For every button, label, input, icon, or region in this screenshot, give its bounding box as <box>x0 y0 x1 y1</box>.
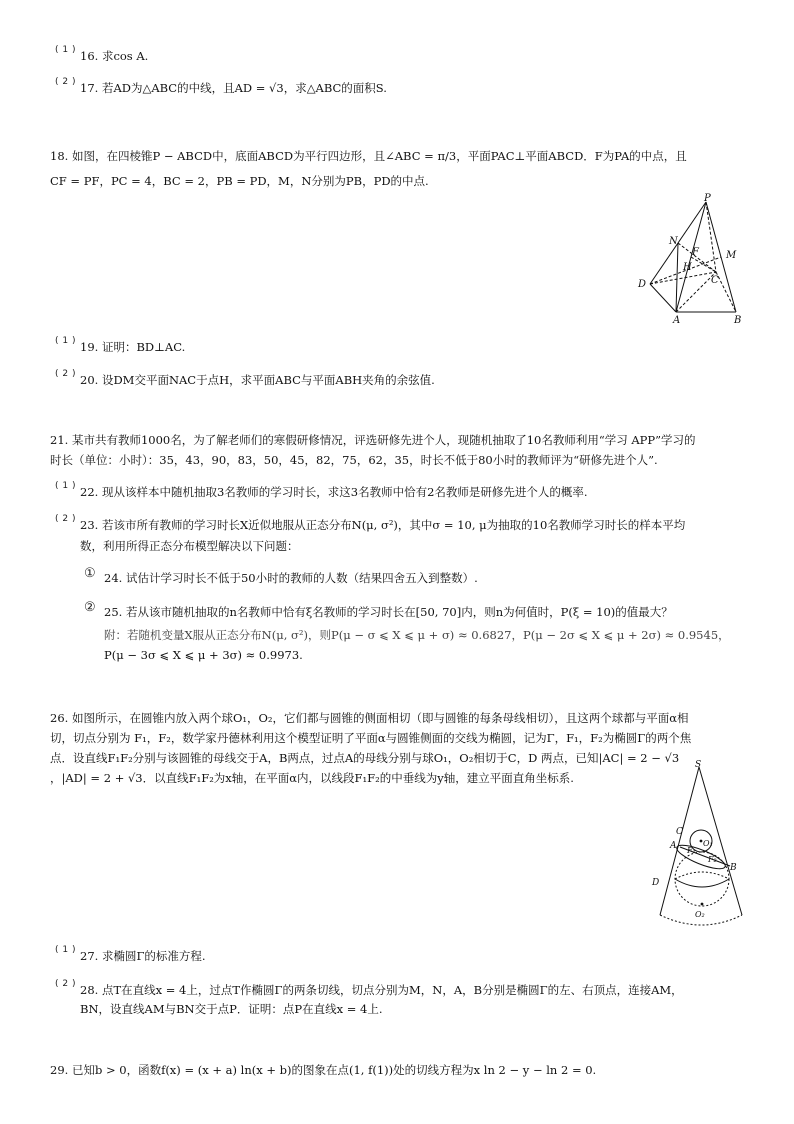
part-marker: ( 2 ) <box>55 77 76 87</box>
question-28-line1: 28. 点T在直线x = 4上，过点T作椭圆Γ的两条切线，切点分别为M，N，A，B分别是椭圆Γ的左、右顶点，连接AM， <box>80 983 683 997</box>
label-F1: F₁ <box>687 846 696 855</box>
cone-figure <box>648 757 748 943</box>
label-C: C <box>676 827 683 837</box>
label-D: D <box>652 878 660 888</box>
question-19: 19. 证明：BD⊥AC. <box>80 340 186 354</box>
pyramid-figure <box>632 192 752 324</box>
question-17: 17. 若AD为△ABC的中线，且AD = √3，求△ABC的面积S. <box>80 81 387 95</box>
question-20: 20. 设DM交平面NAC于点H，求平面ABC与平面ABH夹角的余弦值. <box>80 373 435 387</box>
question-16: 16. 求cos A. <box>80 49 149 63</box>
question-21-line2: 时长（单位：小时）：35，43，90，83，50，45，82，75，62，35，时长不低于80小时的教师评为“研修先进个人”. <box>50 453 658 467</box>
part-marker: ( 2 ) <box>55 514 76 524</box>
part-marker: ( 1 ) <box>55 945 76 955</box>
question-26-line3: 点．设直线F₁F₂分别与该圆锥的母线交于A，B两点，过点A的母线分别与球O₁，O₂相切于C，D 两点，已知|AC| = 2 − √3 <box>50 751 680 765</box>
question-22: 22. 现从该样本中随机抽取3名教师的学习时长，求这3名教师中恰有2名教师是研修先进个人的概率. <box>80 485 588 499</box>
question-26-line4: ，|AD| = 2 + √3．以直线F₁F₂为x轴，在平面α内，以线段F₁F₂的中垂线为y轴，建立平面直角坐标系. <box>50 771 574 785</box>
part-marker: ( 2 ) <box>55 979 76 989</box>
question-18-line1: 18. 如图，在四棱锥P − ABCD中，底面ABCD为平行四边形，且∠ABC = π/3，平面PAC⊥平面ABCD．F为PA的中点，且 <box>50 149 687 163</box>
label-F2: F₂ <box>708 855 717 864</box>
question-26-line2: 切，切点分别为 F₁，F₂，数学家丹德林利用这个模型证明了平面α与圆锥侧面的交线为椭圆，记为Γ，F₁，F₂为椭圆Γ的两个焦 <box>50 731 692 745</box>
label-S: S <box>695 760 702 770</box>
appendix-note-line1: 附：若随机变量X服从正态分布N(μ, σ²)，则P(μ − σ ⩽ X ⩽ μ + σ) ≈ 0.6827，P(μ − 2σ ⩽ X ⩽ μ + 2σ) ≈ 0.9545， <box>104 628 730 642</box>
label-O2: O₂ <box>695 910 705 919</box>
part-marker: ( 2 ) <box>55 369 76 379</box>
question-29: 29. 已知b > 0，函数f(x) = (x + a) ln(x + b)的图象在点(1, f(1))处的切线方程为x ln 2 − y − ln 2 = 0. <box>50 1063 597 1077</box>
label-M: M <box>726 250 737 261</box>
circled-marker: ① <box>84 566 96 581</box>
question-23-line2: 数，利用所得正态分布模型解决以下问题： <box>80 539 299 553</box>
question-28-line2: BN，设直线AM与BN交于点P．证明：点P在直线x = 4上. <box>80 1002 383 1016</box>
label-A: A <box>670 841 677 851</box>
appendix-note-line2: P(μ − 3σ ⩽ X ⩽ μ + 3σ) ≈ 0.9973. <box>104 648 303 662</box>
part-marker: ( 1 ) <box>55 481 76 491</box>
label-B: B <box>734 315 742 324</box>
label-F: F <box>692 247 699 258</box>
label-N: N <box>669 236 678 247</box>
label-O1: O₁ <box>703 839 713 848</box>
question-23-line1: 23. 若该市所有教师的学习时长X近似地服从正态分布N(μ, σ²)，其中σ = 10, μ为抽取的10名教师学习时长的样本平均 <box>80 518 686 532</box>
label-D: D <box>638 279 647 290</box>
question-21-line1: 21. 某市共有教师1000名，为了解老师们的寒假研修情况，评选研修先进个人，现随机抽取了10名教师利用“学习 APP”学习的 <box>50 433 696 447</box>
question-25: 25. 若从该市随机抽取的n名教师中恰有ξ名教师的学习时长在[50, 70]内，则n为何值时，P(ξ = 10)的值最大？ <box>104 605 673 619</box>
label-A: A <box>673 315 681 324</box>
label-B: B <box>730 863 737 873</box>
question-18-line2: CF = PF，PC = 4，BC = 2，PB = PD，M，N分别为PB，PD的中点. <box>50 174 429 188</box>
question-24: 24. 试估计学习时长不低于50小时的教师的人数（结果四舍五入到整数）. <box>104 571 478 585</box>
question-27: 27. 求椭圆Γ的标准方程. <box>80 949 206 963</box>
label-P: P <box>704 193 711 204</box>
label-C: C <box>711 275 719 286</box>
label-H: H <box>683 262 692 273</box>
part-marker: ( 1 ) <box>55 45 76 55</box>
question-26-line1: 26. 如图所示，在圆锥内放入两个球O₁，O₂，它们都与圆锥的侧面相切（即与圆锥的每条母线相切），且这两个球都与平面α相 <box>50 711 689 725</box>
circled-marker: ② <box>84 600 96 615</box>
part-marker: ( 1 ) <box>55 336 76 346</box>
